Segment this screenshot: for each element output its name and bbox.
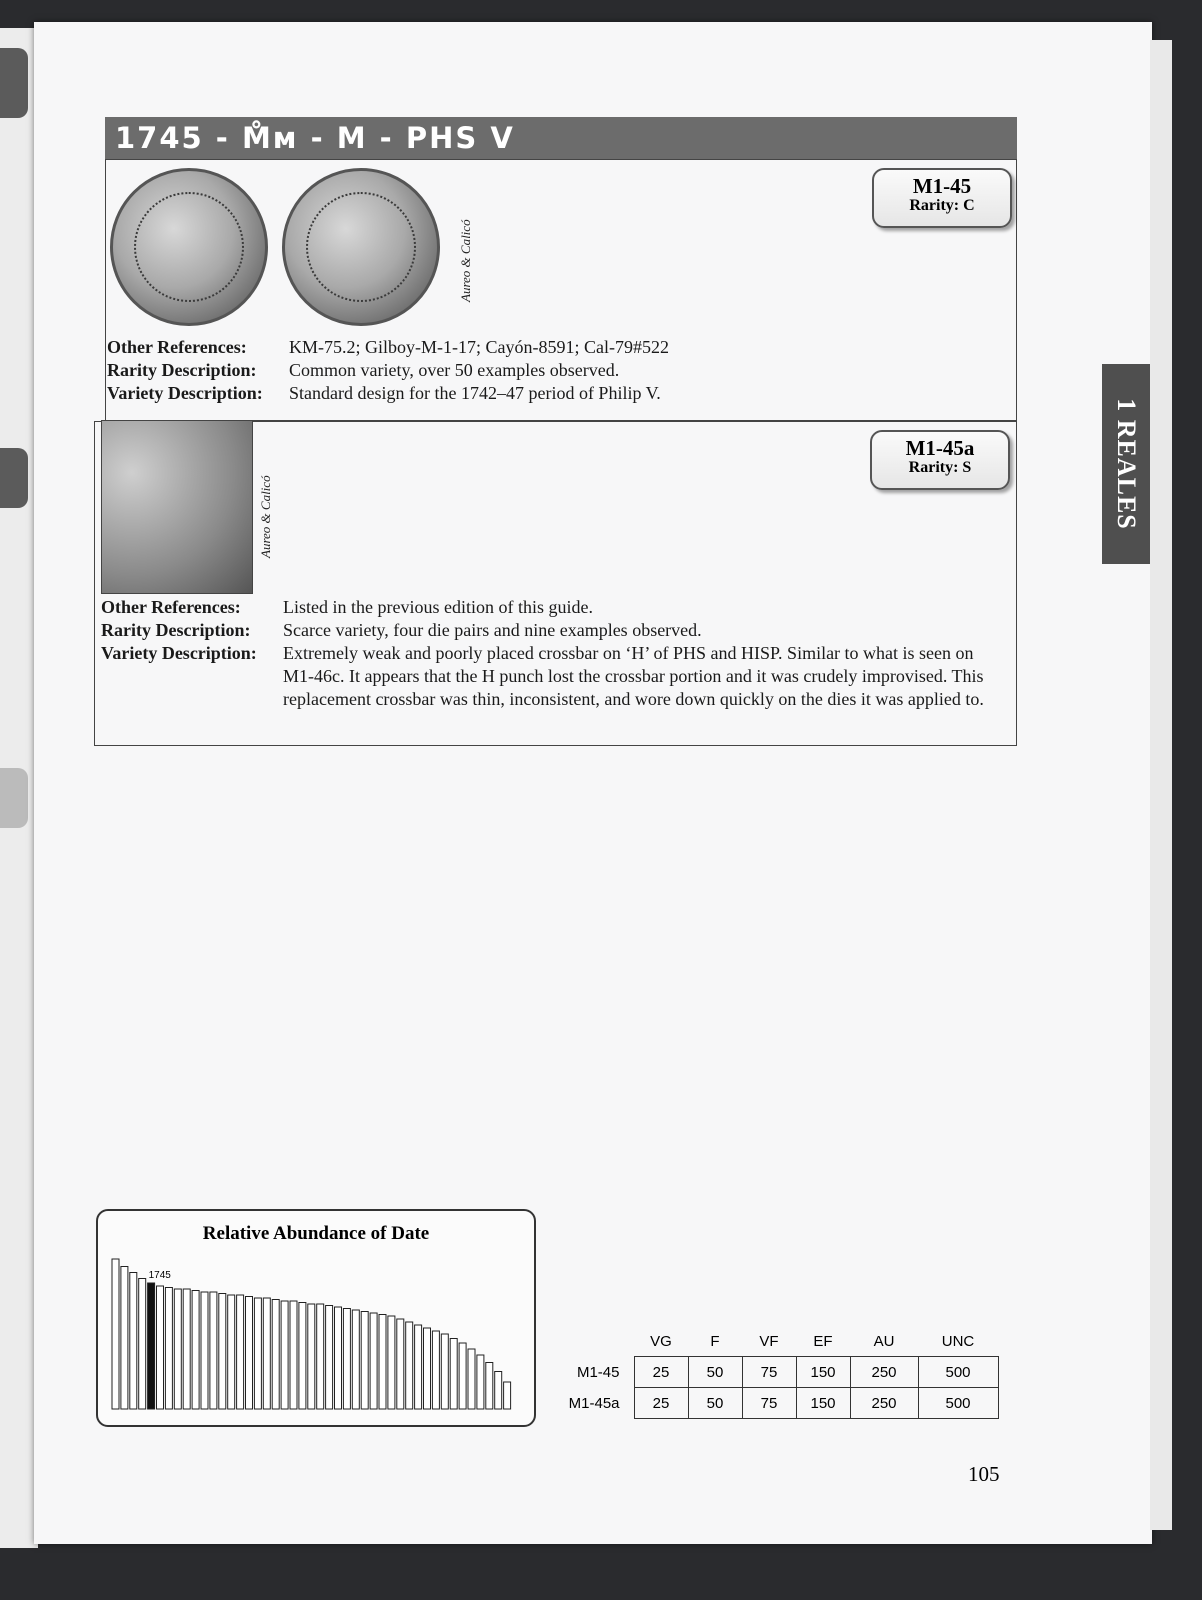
grade-header: VF [759,1332,779,1350]
grade-header: F [710,1332,720,1350]
abundance-bar [415,1325,422,1409]
abundance-bar [343,1309,350,1410]
left-page-tab [0,448,28,508]
value-cell: 500 [918,1388,998,1419]
grade-header: VG [650,1332,672,1350]
value-cell: 250 [850,1357,918,1388]
variety-badge-m1-45 [872,168,1012,228]
abundance-bar [468,1349,475,1409]
abundance-bar [254,1298,261,1409]
variety-refs-m1-45a [101,596,1006,711]
abundance-bar [130,1273,137,1410]
abundance-bar [477,1355,484,1409]
photo-credit: Aureo & Calicó [258,475,273,558]
value-cell: 150 [796,1388,850,1419]
abundance-bar [272,1300,279,1410]
grade-header: AU [873,1332,895,1350]
variety-code: M1-45a [905,436,975,460]
ref-row: Other References: KM-75.2; Gilboy-M-1-17; Cayón-8591; Cal-79#522 [107,337,669,357]
value-cell: 500 [918,1357,998,1388]
abundance-bar [192,1291,199,1410]
section-tab: 1 REALES [1102,364,1150,564]
abundance-bar [361,1312,368,1410]
value-cell: 250 [850,1388,918,1419]
grade-header: EF [813,1332,833,1350]
ref-row: Rarity Description: Common variety, over 50 examples observed. [107,360,620,380]
grade-header: UNC [941,1332,975,1350]
abundance-bar [424,1328,431,1409]
abundance-bar [495,1372,502,1410]
abundance-bar [290,1301,297,1409]
abundance-bar [317,1304,324,1409]
page-title: 1745 - M̊ᴍ - M - PHS V [105,117,1017,159]
abundance-bar [450,1339,457,1410]
value-cell: 75 [742,1388,796,1419]
abundance-bar [219,1294,226,1410]
table-row [560,1357,998,1388]
abundance-bar [183,1289,190,1409]
value-cell: 25 [634,1357,688,1388]
abundance-bar [246,1297,253,1410]
abundance-bar [379,1315,386,1410]
value-table [560,1326,999,1419]
row-label: M1-45 [576,1363,620,1381]
abundance-bar [165,1288,172,1410]
abundance-bar [308,1304,315,1409]
value-cell: 50 [688,1357,742,1388]
coin-closeup-image [101,420,253,594]
page-number: 105 [968,1462,1000,1486]
abundance-bar [388,1316,395,1409]
value-cell: 75 [742,1357,796,1388]
abundance-bar [201,1292,208,1409]
abundance-bar [281,1301,288,1409]
abundance-bar [157,1286,164,1409]
ref-row: Variety Description: Extremely weak and poorly placed crossbar on ‘H’ of PHS and HISP. Similar to what is seen on M1-46c. It appears that the H punch lost the crossbar portion and it was crudely improvised. This replacement crossbar was thin, inconsistent, and wore down quickly on the dies it was applied to. [101,643,984,709]
abundance-bar [335,1307,342,1409]
abundance-bar [406,1322,413,1409]
highlight-label: 1745 [148,1270,171,1281]
photo-credit: Aureo & Calicó [458,219,473,302]
abundance-bar [210,1292,217,1409]
variety-rarity: Rarity: C [909,197,975,214]
value-cell: 150 [796,1357,850,1388]
left-page-tab [0,48,28,118]
abundance-bar [441,1334,448,1409]
value-cell: 50 [688,1388,742,1419]
abundance-bar [228,1295,235,1409]
ref-row: Other References: Listed in the previous edition of this guide. [101,597,593,617]
coin-reverse-image [282,168,440,326]
left-page-edge [0,28,38,1548]
coin-obverse-image [110,168,268,326]
abundance-bar-highlight [148,1283,155,1409]
abundance-bar [174,1289,181,1409]
ref-row: Variety Description: Standard design for the 1742–47 period of Philip V. [107,383,661,403]
abundance-bar [504,1382,511,1409]
left-page-tab [0,768,28,828]
abundance-bar [486,1363,493,1410]
variety-refs-m1-45 [107,336,1007,405]
value-cell: 25 [634,1388,688,1419]
abundance-bar [326,1306,333,1410]
variety-badge-m1-45a [870,430,1010,490]
abundance-bar [237,1295,244,1409]
ref-row: Rarity Description: Scarce variety, four die pairs and nine examples observed. [101,620,702,640]
abundance-bar [352,1310,359,1409]
abundance-bar [112,1259,119,1409]
abundance-bar [121,1267,128,1410]
value-table-header [560,1326,998,1357]
abundance-bar [432,1331,439,1409]
abundance-bar [370,1313,377,1409]
page-edge [1150,40,1172,1530]
chart-title: Relative Abundance of Date [202,1223,430,1244]
abundance-bar [299,1303,306,1410]
abundance-chart-svg [98,1211,534,1425]
row-label: M1-45a [568,1394,620,1412]
table-row [560,1388,998,1419]
abundance-bar [397,1319,404,1409]
abundance-chart [96,1209,536,1427]
abundance-bar [459,1343,466,1409]
variety-code: M1-45 [912,174,972,198]
abundance-bar [139,1279,146,1410]
variety-rarity: Rarity: S [908,459,972,476]
abundance-bar [263,1298,270,1409]
